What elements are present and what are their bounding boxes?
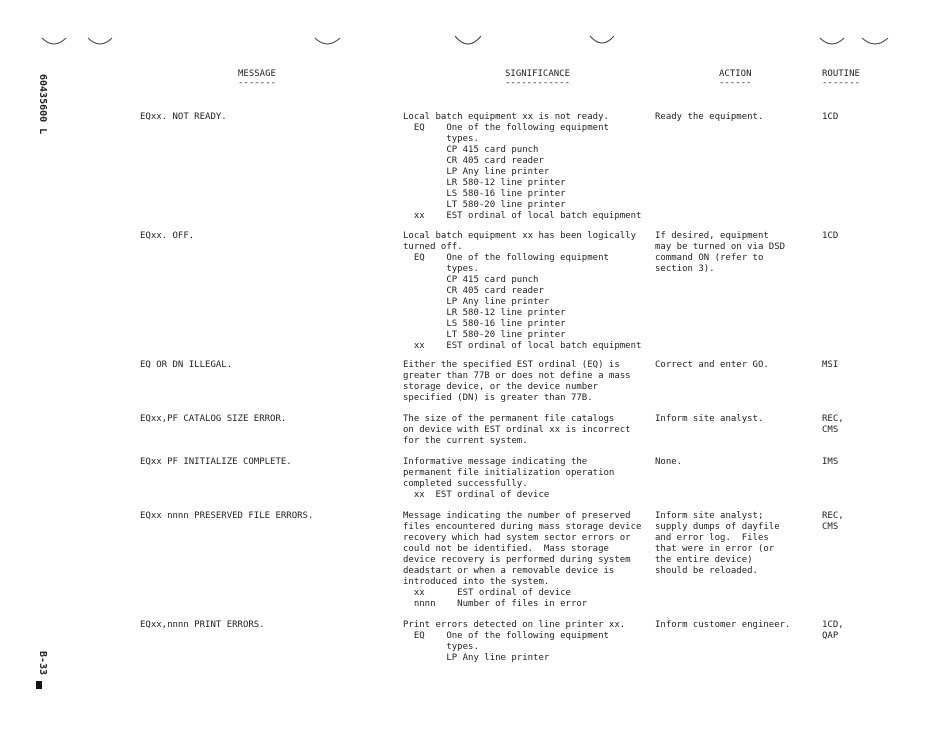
entry-significance: Either the specified EST ordinal (EQ) is greater than 77B or does not define a mass storage device, or the device number specified (DN) is greater than 77B.	[403, 360, 631, 403]
entry-action: Inform customer engineer.	[655, 620, 791, 630]
header-action	[719, 69, 752, 87]
hole-arc-2	[88, 38, 112, 44]
document-number: 60435600 L	[37, 74, 48, 135]
entry-routine: REC, CMS	[822, 414, 844, 435]
entry-message: EQ OR DN ILLEGAL.	[140, 360, 233, 370]
entry-significance: Local batch equipment xx is not ready. EQ One of the following equipment types. CP 415 card punch CR 405 card reader LP Any line printer LR 580-12 line printer LS 580-16 line printer LT 580-20 line printer xx EST ordinal of local batch equipment	[403, 112, 642, 221]
header-action-underline: ------	[719, 78, 752, 88]
header-significance-label: SIGNIFICANCE	[505, 69, 571, 79]
hole-arc-1	[42, 38, 66, 44]
entry-action: Correct and enter GO.	[655, 360, 769, 370]
entry-routine: 1CD	[822, 112, 839, 122]
entry-routine: IMS	[822, 457, 839, 467]
entry-significance: Message indicating the number of preserved files encountered during mass storage device recovery which had system sector errors or could not be identified. Mass storage device recovery is performed during system deadstart or when a removable device is introduced into the system. xx EST ordinal of device nnnn Number of files in error	[403, 511, 642, 609]
hole-arc-3	[315, 38, 340, 44]
header-routine	[822, 69, 860, 87]
entry-significance: Local batch equipment xx has been logically turned off. EQ One of the following equipment types. CP 415 card punch CR 405 card reader LP Any line printer LR 580-12 line printer LS 580-16 line printer LT 580-20 line printer xx EST ordinal of local batch equipment	[403, 231, 642, 351]
header-message-underline: -------	[238, 78, 276, 88]
entry-message: EQxx. NOT READY.	[140, 112, 227, 122]
entry-action: Ready the equipment.	[655, 112, 764, 122]
entry-action: If desired, equipment may be turned on via DSD command ON (refer to section 3).	[655, 231, 786, 274]
header-significance	[505, 69, 570, 87]
header-action-label: ACTION	[719, 69, 752, 79]
hole-arc-6	[820, 38, 844, 44]
hole-arc-5	[590, 36, 614, 43]
entry-message: EQxx,nnnn PRINT ERRORS.	[140, 620, 265, 630]
hole-arc-4	[455, 36, 481, 44]
entry-significance: Informative message indicating the permanent file initialization operation completed successfully. xx EST ordinal of device	[403, 457, 615, 500]
hole-arc-7	[862, 38, 888, 44]
entry-significance: The size of the permanent file catalogs on device with EST ordinal xx is incorrect for the current system.	[403, 414, 631, 446]
entry-message: EQxx. OFF.	[140, 231, 195, 241]
entry-significance: Print errors detected on line printer xx. EQ One of the following equipment types. LP Any line printer	[403, 620, 626, 663]
header-message	[238, 69, 276, 87]
entry-routine: 1CD	[822, 231, 839, 241]
entry-routine: REC, CMS	[822, 511, 844, 532]
binder-hole-marks	[0, 0, 950, 60]
entry-routine: 1CD, QAP	[822, 620, 844, 641]
entry-message: EQxx,PF CATALOG SIZE ERROR.	[140, 414, 287, 424]
header-significance-underline: ------------	[505, 78, 571, 88]
header-routine-underline: -------	[822, 78, 860, 88]
header-routine-label: ROUTINE	[822, 69, 860, 79]
entry-action: None.	[655, 457, 683, 467]
entry-action: Inform site analyst; supply dumps of dayfile and error log. Files that were in error (or the entire device) should be reloaded.	[655, 511, 780, 576]
entry-message: EQxx nnnn PRESERVED FILE ERRORS.	[140, 511, 314, 521]
entry-routine: MSI	[822, 360, 839, 370]
entry-message: EQxx PF INITIALIZE COMPLETE.	[140, 457, 292, 467]
entry-action: Inform site analyst.	[655, 414, 764, 424]
header-message-label: MESSAGE	[238, 69, 276, 79]
page-number: B-33	[37, 651, 48, 676]
page-marker-bar	[36, 681, 42, 689]
